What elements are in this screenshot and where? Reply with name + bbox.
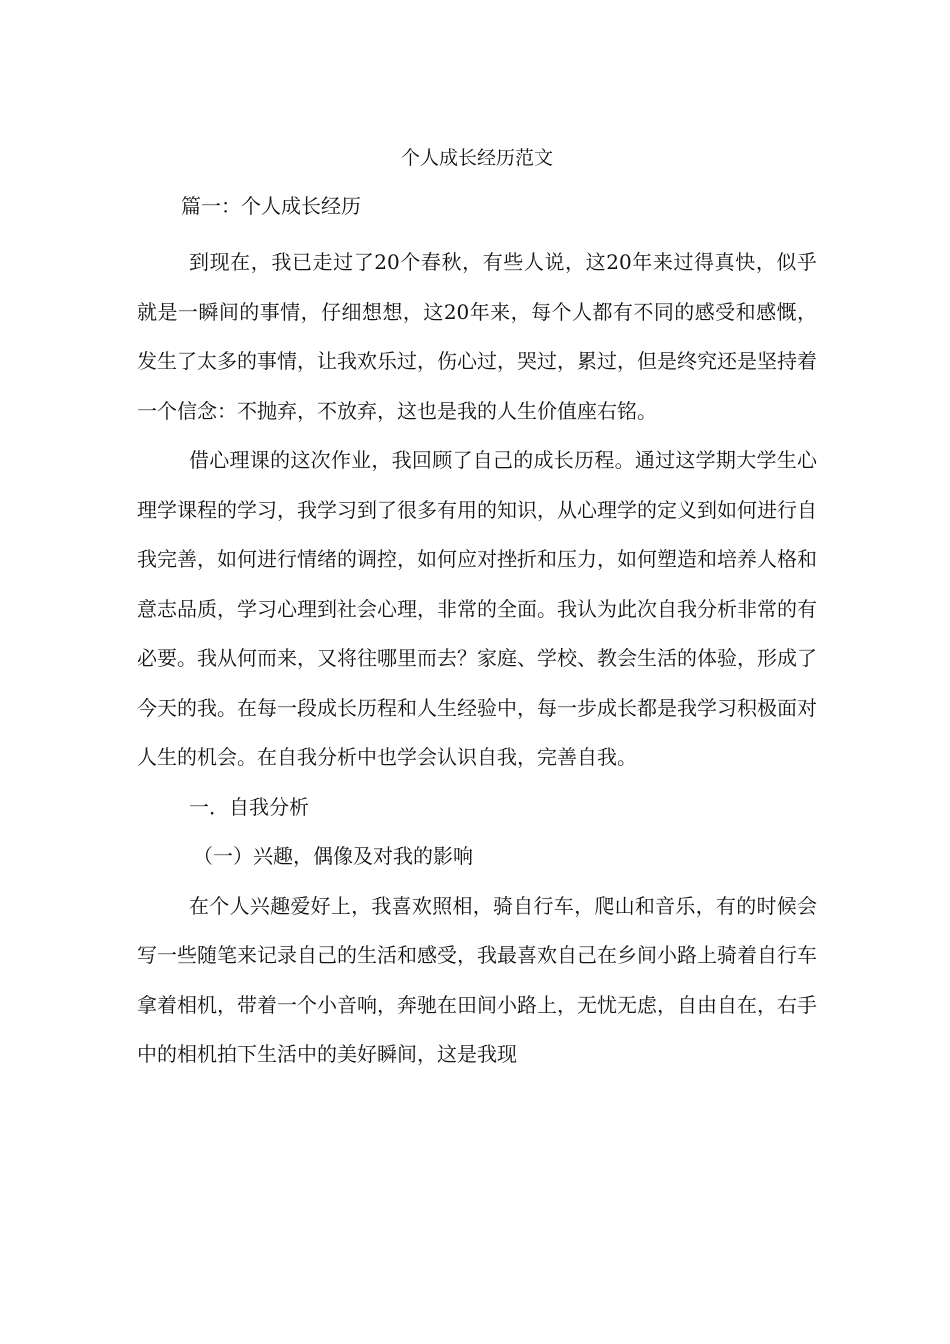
subsection-heading: （一）兴趣，偶像及对我的影响 [193, 844, 473, 868]
paragraph-2: 借心理课的这次作业，我回顾了自己的成长历程。通过这学期大学生心理学课程的学习，我学习到了很多有用的知识，从心理学的定义到如何进行自我完善，如何进行情绪的调控，如何应对挫折和压力，如何塑造和培养人格和意志品质，学习心理到社会心理，非常的全面。我认为此次自我分析非常的有必要。我从何而来，又将往哪里而去？家庭、学校、教会生活的体验，形成了今天的我。在每一段成长历程和人生经验中，每一步成长都是我学习积极面对人生的机会。在自我分析中也学会认识自我，完善自我。 [137, 448, 817, 769]
paragraph-1: 到现在，我已走过了20个春秋，有些人说，这20年来过得真快，似乎就是一瞬间的事情，仔细想想，这20年来，每个人都有不同的感受和感慨，发生了太多的事情，让我欢乐过，伤心过，哭过，累过，但是终究还是坚持着一个信念：不抛弃，不放弃，这也是我的人生价值座右铭。 [137, 250, 817, 423]
document-title: 个人成长经历范文 [400, 147, 553, 169]
paragraph-3: 在个人兴趣爱好上，我喜欢照相，骑自行车，爬山和音乐，有的时候会写一些随笔来记录自己的生活和感受，我最喜欢自己在乡间小路上骑着自行车拿着相机，带着一个小音响，奔驰在田间小路上，无忧无虑，自由自在，右手中的相机拍下生活中的美好瞬间，这是我现 [137, 893, 817, 1066]
chapter-heading: 篇一：个人成长经历 [181, 194, 361, 218]
document-body [137, 143, 817, 1080]
section-heading: 一．自我分析 [189, 794, 309, 819]
